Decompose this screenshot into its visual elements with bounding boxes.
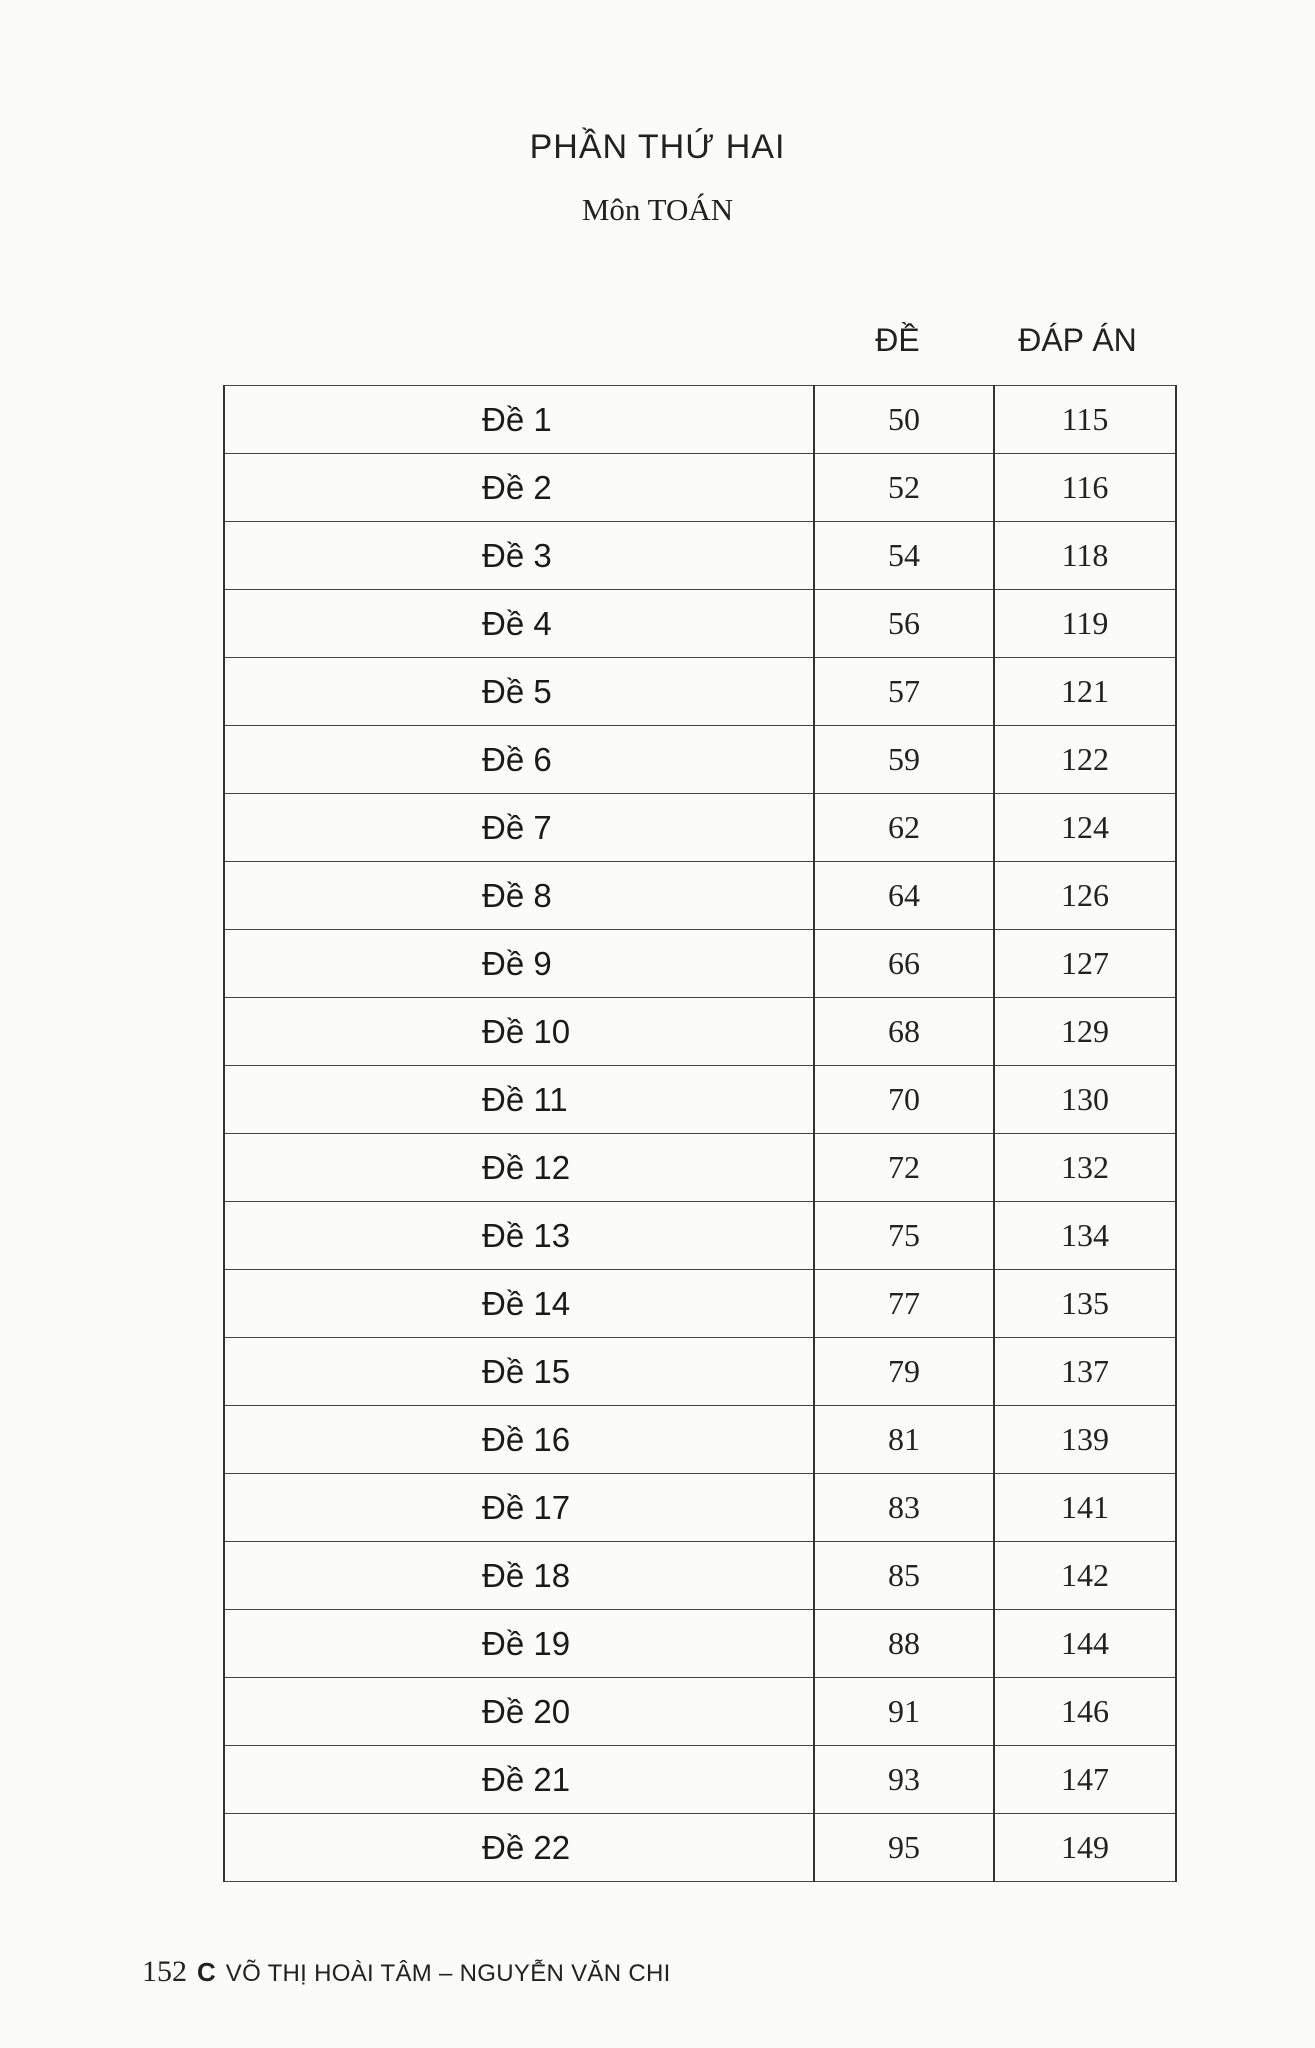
table-row bbox=[224, 522, 1176, 590]
exam-page-cell: 93 bbox=[814, 1746, 994, 1814]
exam-page-cell: 81 bbox=[814, 1406, 994, 1474]
answer-page-cell: 124 bbox=[994, 794, 1176, 862]
exam-page-cell: 57 bbox=[814, 658, 994, 726]
answer-page-cell: 121 bbox=[994, 658, 1176, 726]
exam-name-cell: Đề 14 bbox=[224, 1270, 814, 1338]
table-row bbox=[224, 1610, 1176, 1678]
exam-index-table bbox=[223, 385, 1177, 1882]
answer-page-cell: 147 bbox=[994, 1746, 1176, 1814]
answer-page-cell: 132 bbox=[994, 1134, 1176, 1202]
exam-name-cell: Đề 19 bbox=[224, 1610, 814, 1678]
part-title: PHẦN THỨ HAI bbox=[529, 128, 786, 166]
exam-name-cell: Đề 20 bbox=[224, 1678, 814, 1746]
exam-page-cell: 54 bbox=[814, 522, 994, 590]
exam-page-cell: 64 bbox=[814, 862, 994, 930]
page-number: 152 bbox=[142, 1955, 187, 1988]
exam-name-cell: Đề 7 bbox=[224, 794, 814, 862]
exam-page-cell: 75 bbox=[814, 1202, 994, 1270]
answer-page-cell: 126 bbox=[994, 862, 1176, 930]
exam-name-cell: Đề 10 bbox=[224, 998, 814, 1066]
table-row bbox=[224, 1338, 1176, 1406]
answer-page-cell: 122 bbox=[994, 726, 1176, 794]
exam-name-cell: Đề 22 bbox=[224, 1814, 814, 1882]
footer-authors: VÕ THỊ HOÀI TÂM – NGUYỄN VĂN CHI bbox=[225, 1960, 671, 1987]
exam-page-cell: 70 bbox=[814, 1066, 994, 1134]
table-row bbox=[224, 1270, 1176, 1338]
exam-page-cell: 72 bbox=[814, 1134, 994, 1202]
exam-name-cell: Đề 2 bbox=[224, 454, 814, 522]
answer-page-cell: 118 bbox=[994, 522, 1176, 590]
subject-title: Môn TOÁN bbox=[581, 192, 734, 227]
answer-page-cell: 129 bbox=[994, 998, 1176, 1066]
separator-icon: C bbox=[197, 1957, 216, 1987]
exam-name-cell: Đề 17 bbox=[224, 1474, 814, 1542]
exam-page-cell: 83 bbox=[814, 1474, 994, 1542]
exam-name-cell: Đề 5 bbox=[224, 658, 814, 726]
table-row bbox=[224, 1066, 1176, 1134]
table-row bbox=[224, 1406, 1176, 1474]
answer-page-cell: 141 bbox=[994, 1474, 1176, 1542]
table-row bbox=[224, 1542, 1176, 1610]
table-row bbox=[224, 862, 1176, 930]
exam-page-cell: 50 bbox=[814, 386, 994, 454]
exam-name-cell: Đề 1 bbox=[224, 386, 814, 454]
answer-page-cell: 144 bbox=[994, 1610, 1176, 1678]
exam-name-cell: Đề 18 bbox=[224, 1542, 814, 1610]
exam-page-cell: 91 bbox=[814, 1678, 994, 1746]
exam-page-cell: 88 bbox=[814, 1610, 994, 1678]
table-row bbox=[224, 1134, 1176, 1202]
exam-page-cell: 85 bbox=[814, 1542, 994, 1610]
table-row bbox=[224, 590, 1176, 658]
exam-page-cell: 66 bbox=[814, 930, 994, 998]
table-row bbox=[224, 726, 1176, 794]
answer-page-cell: 130 bbox=[994, 1066, 1176, 1134]
page-footer bbox=[142, 1955, 671, 1989]
table-row bbox=[224, 1474, 1176, 1542]
table-row bbox=[224, 1678, 1176, 1746]
exam-page-cell: 77 bbox=[814, 1270, 994, 1338]
answer-page-cell: 149 bbox=[994, 1814, 1176, 1882]
exam-name-cell: Đề 12 bbox=[224, 1134, 814, 1202]
exam-page-cell: 52 bbox=[814, 454, 994, 522]
answer-page-cell: 127 bbox=[994, 930, 1176, 998]
exam-name-cell: Đề 4 bbox=[224, 590, 814, 658]
exam-page-cell: 56 bbox=[814, 590, 994, 658]
exam-name-cell: Đề 9 bbox=[224, 930, 814, 998]
table-row bbox=[224, 1202, 1176, 1270]
column-header-de: ĐỀ bbox=[875, 322, 920, 358]
exam-name-cell: Đề 16 bbox=[224, 1406, 814, 1474]
answer-page-cell: 115 bbox=[994, 386, 1176, 454]
exam-name-cell: Đề 3 bbox=[224, 522, 814, 590]
answer-page-cell: 146 bbox=[994, 1678, 1176, 1746]
table-row bbox=[224, 658, 1176, 726]
exam-name-cell: Đề 13 bbox=[224, 1202, 814, 1270]
column-header-dap-an: ĐÁP ÁN bbox=[1018, 322, 1137, 358]
exam-page-cell: 62 bbox=[814, 794, 994, 862]
table-row bbox=[224, 1746, 1176, 1814]
answer-page-cell: 119 bbox=[994, 590, 1176, 658]
table-row bbox=[224, 930, 1176, 998]
exam-name-cell: Đề 8 bbox=[224, 862, 814, 930]
answer-page-cell: 134 bbox=[994, 1202, 1176, 1270]
exam-name-cell: Đề 21 bbox=[224, 1746, 814, 1814]
exam-page-cell: 79 bbox=[814, 1338, 994, 1406]
table-row bbox=[224, 794, 1176, 862]
table-row bbox=[224, 386, 1176, 454]
answer-page-cell: 116 bbox=[994, 454, 1176, 522]
answer-page-cell: 139 bbox=[994, 1406, 1176, 1474]
exam-name-cell: Đề 11 bbox=[224, 1066, 814, 1134]
answer-page-cell: 142 bbox=[994, 1542, 1176, 1610]
exam-page-cell: 95 bbox=[814, 1814, 994, 1882]
exam-name-cell: Đề 6 bbox=[224, 726, 814, 794]
exam-page-cell: 59 bbox=[814, 726, 994, 794]
exam-name-cell: Đề 15 bbox=[224, 1338, 814, 1406]
exam-index-table-body bbox=[224, 386, 1176, 1882]
answer-page-cell: 137 bbox=[994, 1338, 1176, 1406]
answer-page-cell: 135 bbox=[994, 1270, 1176, 1338]
table-row bbox=[224, 1814, 1176, 1882]
table-row bbox=[224, 454, 1176, 522]
exam-page-cell: 68 bbox=[814, 998, 994, 1066]
table-row bbox=[224, 998, 1176, 1066]
